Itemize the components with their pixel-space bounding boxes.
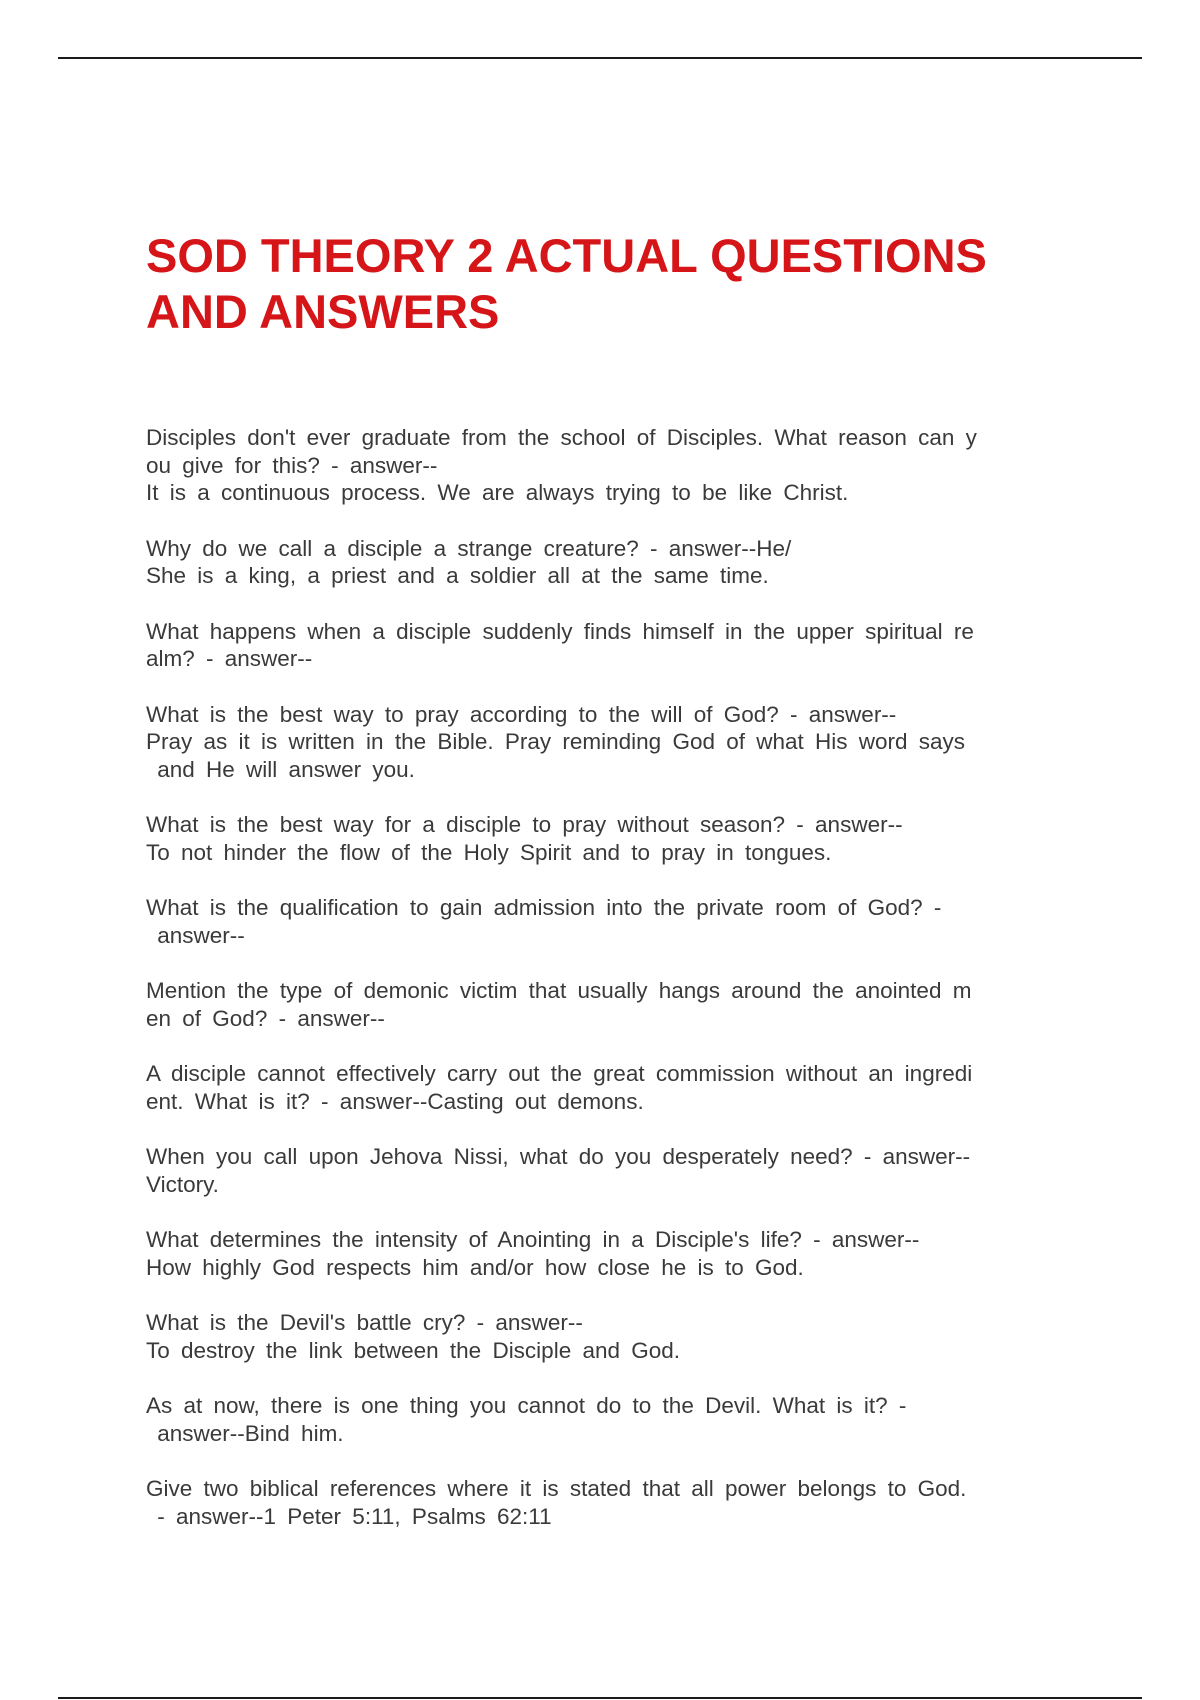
qa-item: [146, 424, 1066, 507]
qa-line: Victory.: [146, 1171, 219, 1197]
qa-line: Give two biblical references where it is stated that all power belongs to God.: [146, 1476, 967, 1501]
qa-line: answer--Bind him.: [146, 1420, 344, 1446]
qa-line: ou give for this? - answer--: [146, 452, 438, 478]
qa-line: What determines the intensity of Anointing in a Disciple's life? - answer--: [146, 1227, 920, 1252]
qa-item: [146, 618, 1066, 673]
qa-item: [146, 1060, 1066, 1115]
qa-line: Pray as it is written in the Bible. Pray reminding God of what His word says: [146, 729, 966, 754]
qa-line: Why do we call a disciple a strange creature? - answer--He/: [146, 535, 792, 561]
qa-item: [146, 1309, 1066, 1364]
qa-line: What is the Devil's battle cry? - answer--: [146, 1310, 583, 1335]
qa-line: As at now, there is one thing you cannot do to the Devil. What is it? -: [146, 1393, 907, 1418]
qa-line: ent. What is it? - answer--Casting out demons.: [146, 1088, 644, 1114]
qa-line: It is a continuous process. We are always trying to be like Christ.: [146, 480, 849, 505]
qa-line: What is the qualification to gain admission into the private room of God? -: [146, 895, 942, 920]
title-line: AND ANSWERS: [146, 285, 500, 338]
qa-line: en of God? - answer--: [146, 1005, 385, 1031]
qa-item: [146, 701, 1066, 784]
qa-line: alm? - answer--: [146, 646, 313, 671]
qa-item: [146, 1143, 1066, 1198]
top-rule: [58, 57, 1142, 59]
qa-line: and He will answer you.: [146, 756, 415, 782]
qa-line: A disciple cannot effectively carry out the great commission without an ingredi: [146, 1061, 973, 1086]
qa-item: [146, 1392, 1066, 1447]
qa-line: When you call upon Jehova Nissi, what do you desperately need? - answer--: [146, 1144, 971, 1169]
title-line: SOD THEORY 2 ACTUAL QUESTIONS: [146, 229, 987, 282]
qa-item: [146, 535, 1066, 590]
qa-line: answer--: [146, 922, 245, 948]
qa-list: [146, 424, 1066, 1558]
bottom-rule: [58, 1697, 1142, 1699]
qa-line: To destroy the link between the Disciple and God.: [146, 1337, 681, 1363]
qa-item: [146, 811, 1066, 866]
qa-item: [146, 1475, 1066, 1530]
qa-line: How highly God respects him and/or how close he is to God.: [146, 1254, 804, 1280]
qa-item: [146, 1226, 1066, 1281]
qa-line: To not hinder the flow of the Holy Spirit and to pray in tongues.: [146, 839, 832, 865]
document-title: [146, 228, 1076, 340]
qa-line: She is a king, a priest and a soldier all at the same time.: [146, 563, 769, 588]
qa-item: [146, 977, 1066, 1032]
qa-line: What happens when a disciple suddenly finds himself in the upper spiritual re: [146, 618, 974, 644]
qa-item: [146, 894, 1066, 949]
qa-line: Disciples don't ever graduate from the school of Disciples. What reason can y: [146, 425, 977, 450]
qa-line: What is the best way to pray according to the will of God? - answer--: [146, 701, 897, 727]
qa-line: Mention the type of demonic victim that usually hangs around the anointed m: [146, 978, 972, 1003]
qa-line: What is the best way for a disciple to pray without season? - answer--: [146, 812, 903, 837]
qa-line: - answer--1 Peter 5:11, Psalms 62:11: [146, 1503, 552, 1529]
